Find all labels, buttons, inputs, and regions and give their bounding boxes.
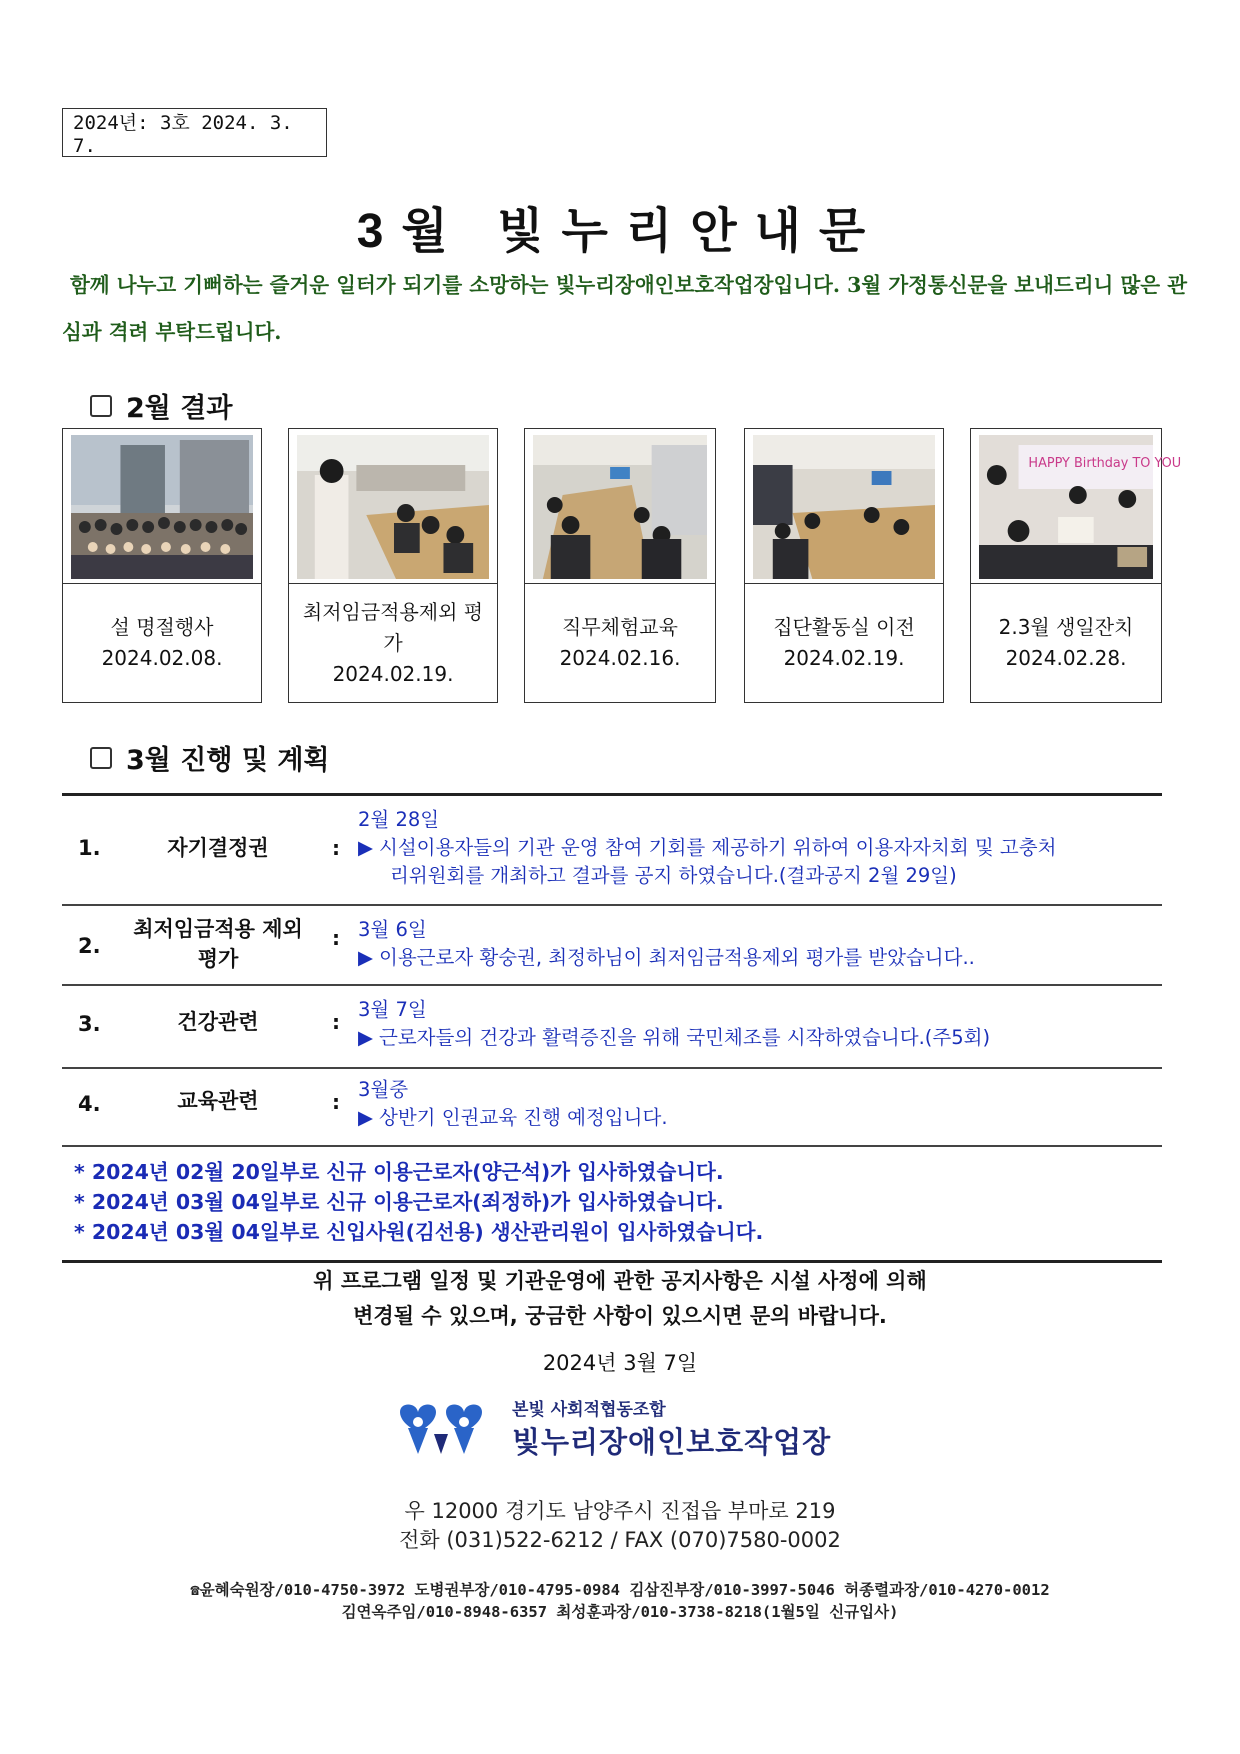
plan-date: 3월 7일 (358, 998, 427, 1021)
photo-date: 2024.02.19. (332, 661, 454, 686)
photo-caption (63, 583, 261, 702)
checkbox-icon (90, 395, 112, 417)
plan-colon: : (332, 1010, 340, 1034)
photo-label: 직무체험교육 (562, 615, 678, 639)
issue-number-box (62, 108, 327, 157)
photo-label: 최저임금적용제외 평가 (302, 599, 484, 655)
plan-title: 자기결정권 (167, 836, 269, 860)
photo-classroom (297, 435, 489, 579)
address: 우 12000 경기도 남양주시 진접읍 부마로 219 (404, 1499, 836, 1523)
photo-card-room-move (744, 428, 944, 703)
issue-date: 2024년 3월 7일 (542, 1351, 698, 1375)
plan-colon: : (332, 836, 340, 860)
section-title: 2월 결과 (126, 393, 233, 424)
photo-caption (745, 583, 943, 702)
hearts-people-icon (390, 1398, 500, 1458)
row-divider (62, 1067, 1162, 1069)
plan-line: 상반기 인권교육 진행 예정입니다. (379, 1106, 668, 1129)
phone-fax: 전화 (031)522-6212 / FAX (070)7580-0002 (399, 1528, 841, 1552)
plan-colon: : (332, 926, 340, 950)
plan-line: 시설이용자들의 기관 운영 참여 기회를 제공하기 위하여 이용자자치회 및 고충처 (379, 836, 1057, 859)
footer-note: 위 프로그램 일정 및 기관운영에 관한 공지사항은 시설 사정에 의해 (313, 1269, 927, 1293)
photo-label: 집단활동실 이전 (773, 615, 915, 639)
triangle-bullet-icon: ▶ (358, 946, 373, 969)
logo-subtitle: 본빛 사회적협동조합 (512, 1400, 666, 1420)
photo-label: 2.3월 생일잔치 (998, 615, 1134, 639)
organization-logo (390, 1395, 831, 1461)
plan-line: 이용근로자 황숭권, 최정하님이 최저임금적용제외 평가를 받았습니다.. (379, 946, 975, 969)
plan-line: 리위원회를 개최하고 결과를 공지 하였습니다.(결과공지 2월 29일) (390, 864, 957, 887)
row-divider (62, 1145, 1162, 1147)
notice-line: * 2024년 03월 04일부로 신규 이용근로자(죄정하)가 입사하였습니다. (74, 1190, 724, 1214)
staff-contacts: ☎윤혜숙원장/010-4750-3972 도병권부장/010-4795-0984 김삼진부장/010-3997-5046 허종렬과장/010-4270-0012 (190, 1581, 1050, 1599)
plan-title: 건강관련 (177, 1010, 259, 1034)
plan-body (358, 916, 1158, 972)
section-march-plans (90, 738, 329, 777)
row-divider (62, 984, 1162, 986)
photo-card-min-wage-evaluation (288, 428, 498, 703)
photo-caption (525, 583, 715, 702)
photo-training-room (533, 435, 707, 579)
photo-label: 설 명절행사 (110, 615, 214, 639)
plan-body (358, 806, 1158, 890)
staff-contacts: 김연옥주임/010-8948-6357 최성훈과장/010-3738-8218(1월5일 신규입사) (341, 1603, 899, 1621)
checkbox-icon (90, 747, 112, 769)
photo-caption (971, 583, 1161, 702)
photo-date: 2024.02.28. (1005, 646, 1127, 670)
footer-note: 변경될 수 있으며, 궁금한 사항이 있으시면 문의 바랍니다. (353, 1304, 887, 1328)
photo-caption (289, 583, 497, 702)
section-february-results (90, 386, 232, 425)
plan-colon: : (332, 1090, 340, 1114)
plan-number: 4. (78, 1092, 101, 1116)
photo-group-outdoor (71, 435, 253, 579)
section-title: 3월 진행 및 계획 (126, 745, 330, 776)
plan-number: 2. (78, 934, 101, 958)
row-divider (62, 904, 1162, 906)
plan-title: 최저임금적용 제외평가 (133, 917, 303, 971)
plan-line: 근로자들의 건강과 활력증진을 위해 국민체조를 시작하였습니다.(주5회) (379, 1026, 991, 1049)
logo-name: 빛누리장애인보호작업장 (512, 1425, 832, 1459)
photo-date: 2024.02.19. (783, 646, 905, 670)
photo-card-birthday-party (970, 428, 1182, 703)
birthday-banner-text: HAPPY Birthday TO YOU (1028, 455, 1182, 472)
plan-number: 3. (78, 1012, 101, 1036)
intro-paragraph: 함께 나누고 기뻐하는 즐거운 일터가 되기를 소망하는 빛누리장애인보호작업장입니다. 3월 가정통신문을 보내드리니 많은 관심과 격려 부탁드립니다. (62, 273, 1187, 344)
plan-number: 1. (78, 836, 101, 860)
notice-line: * 2024년 03월 04일부로 신입사원(김선용) 생산관리원이 입사하였습니다. (74, 1220, 764, 1244)
page-title: 3월 빛누리안내문 (356, 205, 884, 258)
plan-title: 교육관련 (177, 1089, 259, 1113)
issue-number: 2024년: 3호 2024. 3. 7. (73, 112, 293, 157)
triangle-bullet-icon: ▶ (358, 836, 373, 859)
plan-date: 3월 6일 (358, 918, 427, 941)
photo-activity-room (753, 435, 935, 579)
triangle-bullet-icon: ▶ (358, 1026, 373, 1049)
plan-body (358, 996, 1158, 1052)
triangle-bullet-icon: ▶ (358, 1106, 373, 1129)
photo-date: 2024.02.08. (101, 646, 223, 670)
photo-card-job-training (524, 428, 716, 703)
plan-date: 2월 28일 (358, 808, 440, 831)
table-bottom-rule (62, 1260, 1162, 1263)
photo-card-lunar-new-year (62, 428, 262, 703)
photo-birthday (979, 435, 1182, 579)
plan-body (358, 1076, 1158, 1132)
table-top-rule (62, 793, 1162, 796)
plan-date: 3월중 (358, 1078, 409, 1101)
photo-date: 2024.02.16. (559, 646, 681, 670)
notice-line: * 2024년 02월 20일부로 신규 이용근로자(양근석)가 입사하였습니다. (74, 1160, 724, 1184)
